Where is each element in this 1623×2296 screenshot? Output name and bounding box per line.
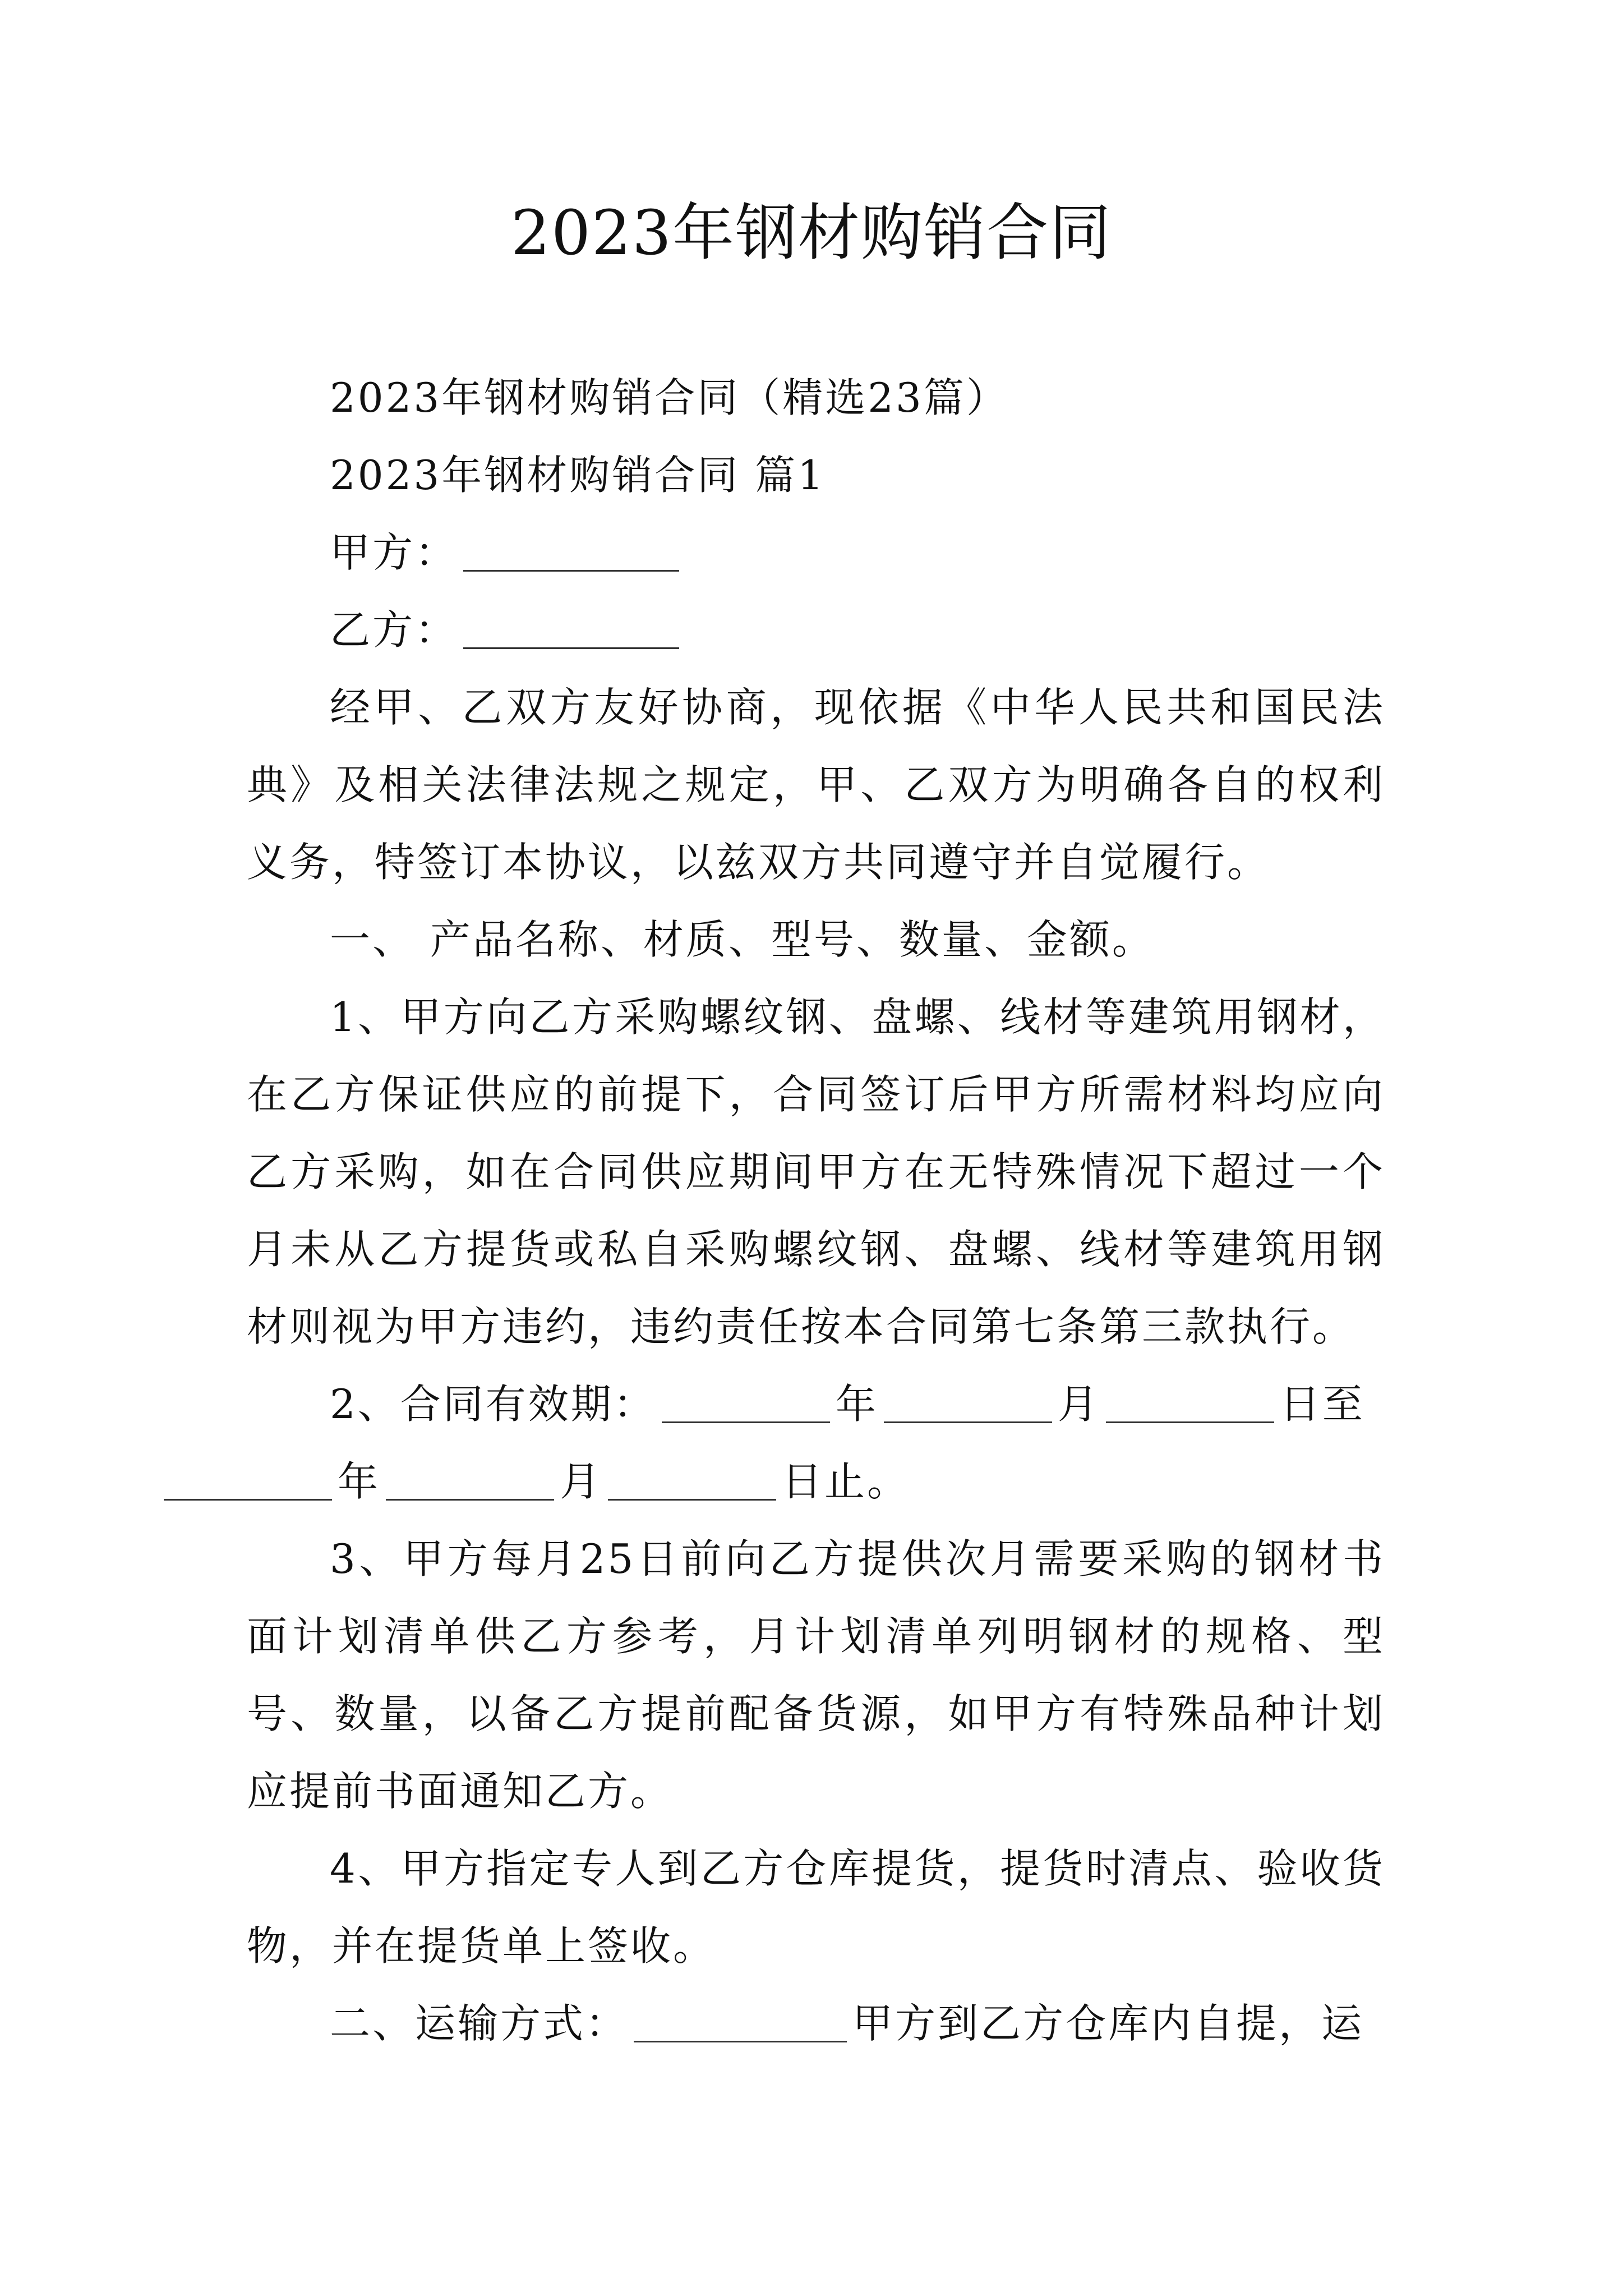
document-subtitle: 2023年钢材购销合同（精选23篇） xyxy=(330,374,1009,421)
item-1-paragraph: 1、甲方向乙方采购螺纹钢、盘螺、线材等建筑用钢材，在乙方保证供应的前提下，合同签订后甲方所需材料均应向乙方采购，如在合同供应期间甲方在无特殊情况下超过一个月未从乙方提货或私自采购螺纹钢、盘螺、线材等建筑用钢材则视为甲方违约，违约责任按本合同第七条第三款执行。 xyxy=(247,993,1385,1350)
clause-1-heading: 一、 产品名称、材质、型号、数量、金额。 xyxy=(330,916,1155,963)
clause-2-paragraph xyxy=(247,1985,1385,2062)
start-month-blank xyxy=(884,1381,1052,1423)
party-a-line xyxy=(247,514,1385,591)
end-month-blank xyxy=(386,1458,554,1501)
start-month-text: 月 xyxy=(1057,1381,1100,1428)
start-year-blank xyxy=(662,1381,830,1423)
document-body xyxy=(247,359,1385,2062)
section-heading: 2023年钢材购销合同 篇1 xyxy=(330,452,826,499)
intro-paragraph: 经甲、乙双方友好协商，现依据《中华人民共和国民法典》及相关法律法规之规定，甲、乙双方为明确各自的权利义务，特签订本协议，以兹双方共同遵守并自觉履行。 xyxy=(247,684,1385,886)
document-title: 2023年钢材购销合同 xyxy=(511,197,1112,269)
end-day-blank xyxy=(608,1458,776,1501)
end-month-text: 月 xyxy=(560,1458,603,1505)
day-to-text: 日至 xyxy=(1279,1381,1365,1428)
clause-2-label: 二、运输方式： xyxy=(330,2000,629,2047)
item-4-paragraph: 4、甲方指定专人到乙方仓库提货，提货时清点、验收货物，并在提货单上签收。 xyxy=(247,1845,1385,1970)
end-year-text: 年 xyxy=(338,1458,381,1505)
start-year-text: 年 xyxy=(835,1381,878,1428)
party-b-label: 乙方： xyxy=(330,606,458,654)
transport-blank xyxy=(634,2000,847,2042)
day-end-text: 日止。 xyxy=(782,1458,910,1505)
item-2-paragraph xyxy=(247,1365,1385,1520)
item-2-label: 2、合同有效期： xyxy=(330,1381,656,1428)
item-3-paragraph: 3、甲方每月25日前向乙方提供次月需要采购的钢材书面计划清单供乙方参考，月计划清单列明钢材的规格、型号、数量，以备乙方提前配备货源，如甲方有特殊品种计划应提前书面通知乙方。 xyxy=(247,1535,1385,1815)
start-day-blank xyxy=(1106,1381,1274,1423)
party-a-blank xyxy=(463,530,679,572)
end-year-blank xyxy=(164,1458,332,1501)
party-a-label: 甲方： xyxy=(330,529,458,576)
clause-2-text: 甲方到乙方仓库内自提，运 xyxy=(852,2000,1364,2047)
party-b-blank xyxy=(463,607,679,649)
party-b-line xyxy=(247,591,1385,669)
